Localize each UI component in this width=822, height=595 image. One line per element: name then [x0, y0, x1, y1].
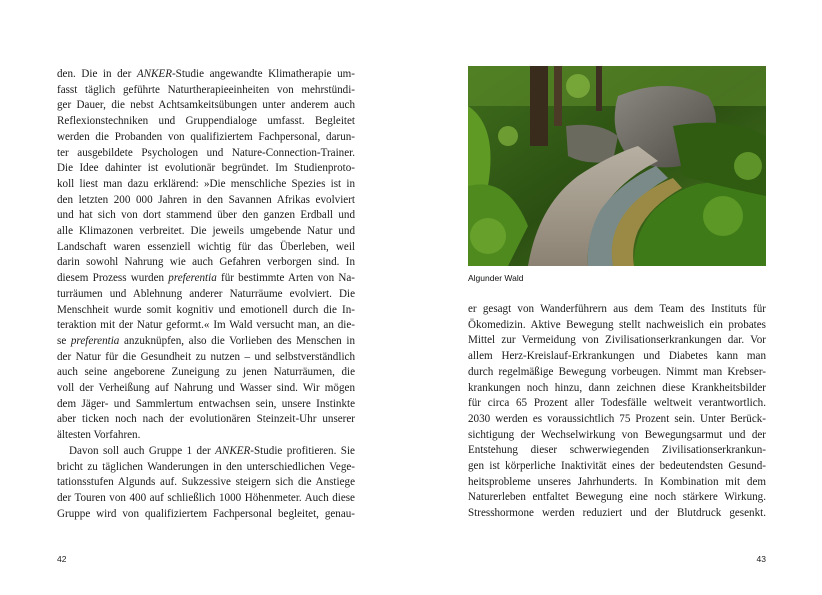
text-line: bricht zu täglichen Wanderungen in den unterschiedlichen Vege-	[57, 460, 355, 473]
text-line: und hat sich von dort stammend über den ganzen Erdball und	[57, 209, 355, 222]
text-line: heitsprobleme unseres Jahrhunderts. In Kombination mit dem	[468, 475, 766, 488]
text-line: 2030 werden es voraussichtlich 75 Prozent sein. Unter Berück-	[468, 412, 766, 425]
text-line: tationsstufen Algunds auf. Sukzessive steigern sich die Anstiege	[57, 476, 355, 489]
page-number: 43	[756, 554, 766, 564]
text-line: koll liest man dazu erklärend: »Die menschliche Spezies ist in	[57, 177, 355, 190]
text-line: ter ausgebildete Psychologen und Nature-Connection-Trainer.	[57, 146, 355, 159]
text-line: den letzten 200 000 Jahren in den Savannen Afrikas evolviert	[57, 193, 355, 206]
text-line: aber ticken noch nach der evolutionären Steinzeit-Uhr unserer	[57, 413, 355, 426]
text-line: für circa 65 Prozent aller Todesfälle weltweit verantwortlich.	[468, 397, 766, 410]
forest-path-photo	[468, 66, 766, 266]
text-line: ger Dauer, die nebst Achtsamkeitsübungen unter anderem auch	[57, 99, 355, 112]
text-line: der Natur für die Gesundheit zu nutzen – und selbstverständlich	[57, 350, 355, 363]
text-line: Mittel zur Vermeidung von Zivilisationserkrankungen dar. Vor	[468, 334, 766, 347]
text-line: Naturerleben entfaltet Bewegung eine noch stärkere Wirkung.	[468, 491, 766, 504]
text-line: allem Herz-Kreislauf-Erkrankungen und Diabetes kann man	[468, 350, 766, 363]
text-line: fasst täglich geführte Naturtherapieeinheiten von mehrstündi-	[57, 83, 355, 96]
text-line: Ökomedizin. Aktive Bewegung stellt nachweislich ein probates	[468, 318, 766, 331]
text-line: gen ist körperliche Inaktivität eines der bedeutendsten Gesund-	[468, 460, 766, 473]
text-line: durch regelmäßige Bewegung vorbeugen. Nimmt man Krebser-	[468, 365, 766, 378]
text-line: werden die Probanden von qualifiziertem Fachpersonal, darun-	[57, 130, 355, 143]
text-line: er gesagt von Wanderführern aus dem Team des Instituts für	[468, 303, 766, 315]
text-line: Stresshormone werden reduziert und der Blutdruck gesenkt.	[468, 507, 766, 520]
text-line: voll der Verheißung auf Nahrung und Wasser sind. Wir mögen	[57, 382, 355, 395]
text-line: Landschaft waren essenziell wichtig für das Überleben, weil	[57, 240, 355, 253]
text-line: diesem Prozess wurden preferentia für bestimmte Arten von Na-	[57, 272, 355, 285]
text-line: Die Idee dahinter ist evolutionär begründet. Im Studienproto-	[57, 162, 355, 175]
image-caption: Algunder Wald	[468, 273, 524, 283]
text-line: se preferentia anzuknüpfen, also die Vorlieben des Menschen in	[57, 334, 355, 347]
text-line: darin sowohl Nahrung wie auch Gefahren verborgen sind. In	[57, 256, 355, 269]
text-line: auch seine angeborene Zuneigung zu jenen Naturräumen, die	[57, 366, 355, 379]
text-line: Entstehung dieser schwerwiegenden Zivilisationserkrankun-	[468, 444, 766, 457]
text-line: Gruppe wird von qualifiziertem Fachpersonal begleitet, genau-	[57, 507, 355, 520]
text-line: sichtigung der Wechselwirkung von Bewegungsarmut und der	[468, 428, 766, 441]
text-line: Reflexionstechniken und Gruppendialoge umfasst. Begleitet	[57, 115, 355, 128]
text-line: krankungen noch hinzu, dann zeichnen diese Krankheitsbilder	[468, 381, 766, 394]
left-text-column	[57, 67, 355, 522]
text-line: alle Klimazonen verbreitet. Die jeweils umgebende Natur und	[57, 225, 355, 238]
text-line: den. Die in der ANKER-Studie angewandte Klimatherapie um-	[57, 68, 356, 80]
text-line: turräumen und Ablehnung anderer Naturräume evolviert. Die	[57, 287, 355, 300]
text-line: teraktion mit der Natur geformt.« Im Wald versucht man, an die-	[57, 319, 355, 332]
text-line: dem Jäger- und Sammlertum entwachsen sein, unsere Instinkte	[57, 397, 355, 410]
text-line: Davon soll auch Gruppe 1 der ANKER-Studie profitieren. Sie	[69, 444, 355, 457]
text-line: der Touren von 400 auf schließlich 1000 Höhenmeter. Auch diese	[57, 491, 355, 504]
right-text-column	[468, 302, 766, 522]
page-number: 42	[57, 554, 67, 564]
text-line: ältesten Vorfahren.	[57, 429, 141, 442]
right-page	[411, 0, 822, 595]
text-line: Menschheit wurde somit kognitiv und emotionell durch die In-	[57, 303, 355, 316]
